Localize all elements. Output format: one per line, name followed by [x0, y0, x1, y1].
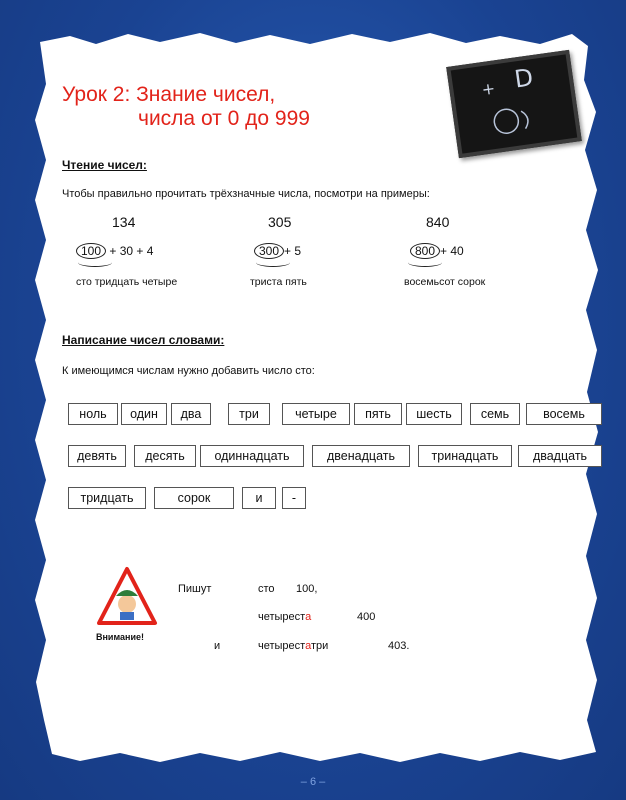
- word-box: четыре: [282, 403, 350, 425]
- reading-heading: Чтение чисел:: [62, 158, 147, 172]
- word-box: одиннадцать: [200, 445, 304, 467]
- example-words-1: сто тридцать четыре: [76, 276, 178, 288]
- word-box: семь: [470, 403, 520, 425]
- word-box: тридцать: [68, 487, 146, 509]
- expression-rest: + 30 + 4: [109, 244, 154, 258]
- attention-sto: сто: [258, 583, 275, 595]
- word-box: ноль: [68, 403, 118, 425]
- word-box: девять: [68, 445, 126, 467]
- title-line-1: Урок 2: Знание чисел,: [62, 83, 276, 106]
- expression-rest: + 5: [284, 244, 302, 258]
- brace-icon: [408, 258, 442, 267]
- chalk-letter: D: [512, 63, 535, 94]
- word-box: десять: [134, 445, 196, 467]
- circled-hundreds: 300: [254, 243, 284, 259]
- chalkboard-image: [446, 50, 582, 158]
- circled-hundreds: 800: [410, 243, 440, 259]
- word-box: тринадцать: [418, 445, 512, 467]
- writing-intro: К имеющимся числам нужно добавить число сто:: [62, 365, 315, 377]
- word-box: двенадцать: [312, 445, 410, 467]
- example-number-3: 840: [426, 214, 450, 230]
- circled-hundreds: 100: [76, 243, 106, 259]
- reading-intro: Чтобы правильно прочитать трёхзначные числа, посмотри на примеры:: [62, 188, 430, 200]
- word-box: один: [121, 403, 167, 425]
- example-number-1: 134: [112, 214, 136, 230]
- example-expression-1: [76, 243, 153, 259]
- word-box: двадцать: [518, 445, 602, 467]
- attention-pishut: Пишут: [178, 583, 212, 595]
- word-box: пять: [354, 403, 402, 425]
- lesson-title: [62, 83, 310, 131]
- word-box: восемь: [526, 403, 602, 425]
- example-words-3: восемьсот сорок: [404, 276, 486, 288]
- attention-and: и: [214, 640, 221, 652]
- attention-label: Внимание!: [96, 632, 144, 642]
- attention-403-word: четырестатри: [258, 640, 329, 652]
- example-number-2: 305: [268, 214, 292, 230]
- writing-heading: Написание чисел словами:: [62, 333, 225, 347]
- example-words-2: триста пять: [250, 276, 307, 288]
- attention-403: 403.: [388, 640, 410, 652]
- chalk-doodle-icon: [486, 98, 550, 142]
- brace-icon: [78, 258, 112, 267]
- word-box: шесть: [406, 403, 462, 425]
- word-box: -: [282, 487, 306, 509]
- brace-icon: [256, 258, 290, 267]
- attention-400-word: четыреста: [258, 611, 312, 623]
- expression-rest: + 40: [440, 244, 464, 258]
- attention-100: 100,: [296, 583, 318, 595]
- chalk-plus: +: [480, 78, 497, 100]
- word-box: сорок: [154, 487, 234, 509]
- page-number: – 6 –: [300, 776, 326, 788]
- word-box: и: [242, 487, 276, 509]
- word-box: три: [228, 403, 270, 425]
- example-expression-3: [410, 243, 464, 259]
- attention-400: 400: [357, 611, 376, 623]
- word-box: два: [171, 403, 211, 425]
- warning-sign-icon: [96, 566, 158, 628]
- title-line-2: числа от 0 до 999: [138, 107, 310, 130]
- example-expression-2: [254, 243, 301, 259]
